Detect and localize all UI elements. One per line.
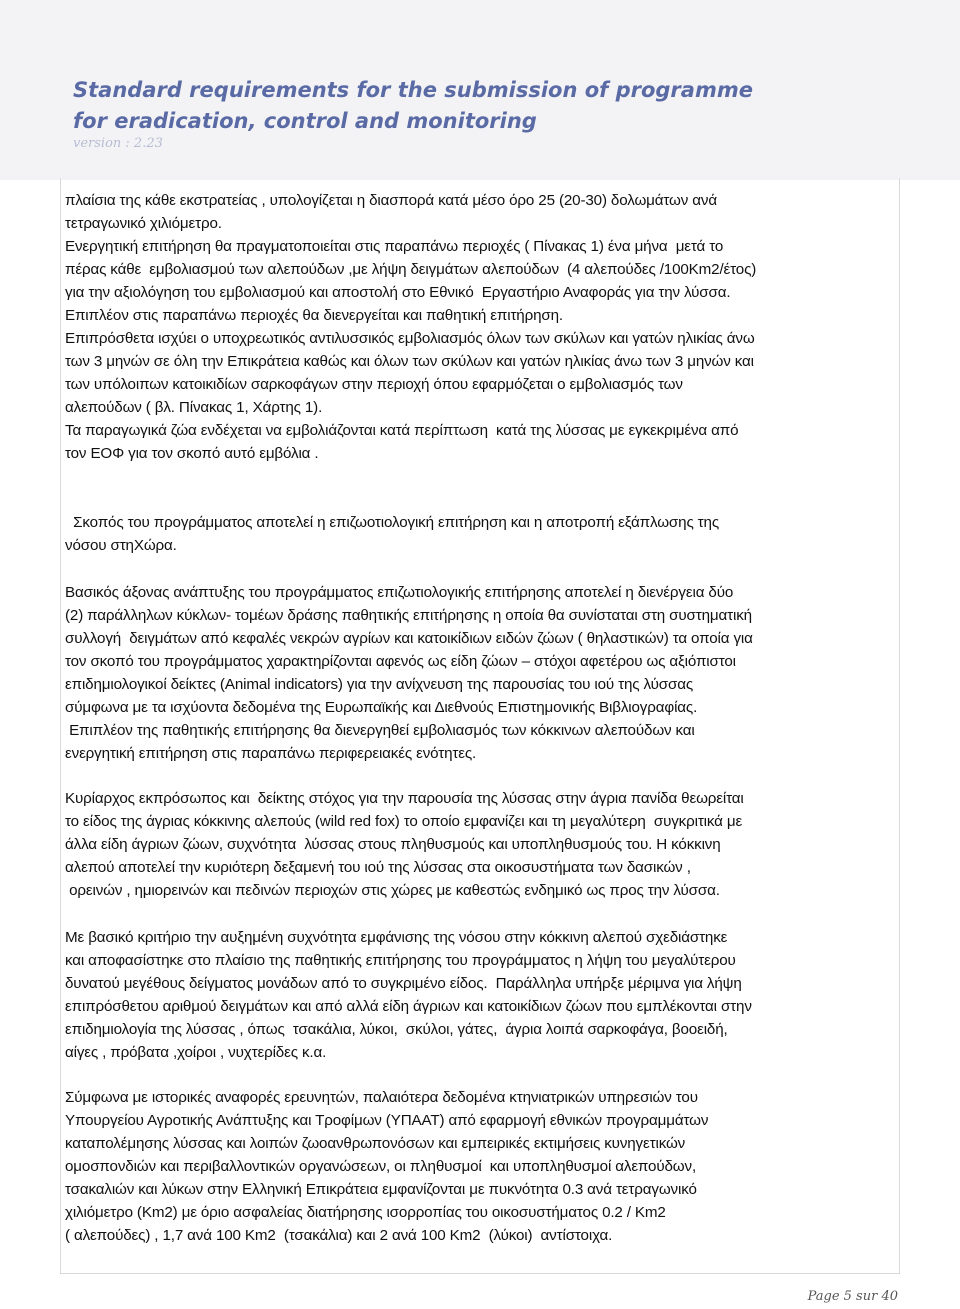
paragraph-block-3 <box>65 581 900 765</box>
paragraph-block-5 <box>65 926 900 1064</box>
text-line: για την αξιολόγηση του εμβολιασμού και αποστολή στο Εθνικό Εργαστήριο Αναφοράς για την λύσσα. <box>65 284 731 301</box>
text-line: αλεπούδων ( βλ. Πίνακας 1, Χάρτης 1). <box>65 399 323 416</box>
paragraph-block-1 <box>65 189 900 465</box>
text-line: το είδος της άγριας κόκκινης αλεπούς (wild red fox) το οποίο εμφανίζει και τη μεγαλύτερη συγκριτικά με <box>65 813 743 830</box>
document-title-line-2: for eradication, control and monitoring <box>73 109 537 133</box>
text-line: και αποφασίστηκε στο πλαίσιο της παθητικής επιτήρησης του προγράμματος η λήψη του μεγαλύτερου <box>65 952 736 969</box>
page-header <box>0 0 960 180</box>
text-line: χιλιόμετρο (Km2) με όριο ασφαλείας διατήρησης ισορροπίας του οικοσυστήματος 0.2 / Km2 <box>65 1204 666 1221</box>
text-line: των υπόλοιπων κατοικιδίων σαρκοφάγων στην περιοχή όπου εφαρμόζεται ο εμβολιασμός των <box>65 376 683 393</box>
text-line: επιπρόσθετου αριθμού δειγμάτων και από αλλά είδη άγριων και κατοικίδιων ζώων που εμπλέκονται στην <box>65 998 752 1015</box>
text-line: τον σκοπό του προγράμματος χαρακτηρίζονται αφενός ως είδη ζώων – στόχοι αφετέρου ως αξιόπιστοι <box>65 653 736 670</box>
text-line: σύμφωνα με τα ισχύοντα δεδομένα της Ευρωπαϊκής και Διεθνούς Επιστημονικής Βιβλιογραφίας. <box>65 699 698 716</box>
text-line: πλαίσια της κάθε εκστρατείας , υπολογίζεται η διασπορά κατά μέσο όρο 25 (20-30) δολωμάτων ανά <box>65 192 717 209</box>
text-line: ενεργητική επιτήρηση στις παραπάνω περιφερειακές ενότητες. <box>65 745 477 762</box>
document-version: version : 2.23 <box>73 136 163 151</box>
text-line: άλλα είδη άγριων ζώων, συχνότητα λύσσας στους πληθυσμούς και υποπληθυσμούς του. Η κόκκινη <box>65 836 721 853</box>
text-line: Τα παραγωγικά ζώα ενδέχεται να εμβολιάζονται κατά περίπτωση κατά της λύσσας με εγκεκριμένα από <box>65 422 739 439</box>
text-line: συλλογή δειγμάτων από κεφαλές νεκρών αγρίων και κατοικίδιων ειδών ζώων ( θηλαστικών) τα οποία για <box>65 630 753 647</box>
text-line: Επιπλέον της παθητικής επιτήρησης θα διενεργηθεί εμβολιασμός των κόκκινων αλεπούδων και <box>65 722 695 739</box>
paragraph-block-4 <box>65 787 900 902</box>
text-line: Βασικός άξονας ανάπτυξης του προγράμματος επιζωτιολογικής επιτήρησης αποτελεί η διενέργεια δύο <box>65 584 734 601</box>
text-line: Ενεργητική επιτήρηση θα πραγματοποιείται στις παραπάνω περιοχές ( Πίνακας 1) ένα μήνα μετά το <box>65 238 724 255</box>
text-line: τετραγωνικό χιλιόμετρο. <box>65 215 222 232</box>
text-line: επιδημιολογία της λύσσας , όπως τσακάλια, λύκοι, σκύλοι, γάτες, άγρια λοιπά σαρκοφάγα, βοοειδή, <box>65 1021 728 1038</box>
paragraph-block-2 <box>65 511 900 557</box>
text-line: τσακαλιών και λύκων στην Ελληνική Επικράτεια εμφανίζονται με πυκνότητα 0.3 ανά τετραγωνικό <box>65 1181 697 1198</box>
text-line: αίγες , πρόβατα ,χοίροι , νυχτερίδες κ.α. <box>65 1044 327 1061</box>
document-title-line-1: Standard requirements for the submission of programme <box>73 78 753 102</box>
text-line: τον ΕΟΦ για τον σκοπό αυτό εμβόλια . <box>65 445 319 462</box>
text-line: ορεινών , ημιορεινών και πεδινών περιοχών στις χώρες με καθεστώς ενδημικό ως προς την λύσσα. <box>65 882 720 899</box>
text-line: Επιπλέον στις παραπάνω περιοχές θα διενεργείται και παθητική επιτήρηση. <box>65 307 563 324</box>
text-line: Κυρίαρχος εκπρόσωπος και δείκτης στόχος για την παρουσία της λύσσας στην άγρια πανίδα θεωρείται <box>65 790 744 807</box>
text-line: καταπολέμησης λύσσας και λοιπών ζωοανθρωπονόσων και εμπειρικές εκτιμήσεις κυνηγετικών <box>65 1135 686 1152</box>
text-line: (2) παράλληλων κύκλων- τομέων δράσης παθητικής επιτήρησης η οποία θα συνίσταται στη συστηματική <box>65 607 752 624</box>
text-line: Επιπρόσθετα ισχύει ο υποχρεωτικός αντιλυσσικός εμβολιασμός όλων των σκύλων και γατών ηλικίας άνω <box>65 330 755 347</box>
text-line: ( αλεπούδες) , 1,7 ανά 100 Km2 (τσακάλια) και 2 ανά 100 Km2 (λύκοι) αντίστοιχα. <box>65 1227 613 1244</box>
text-line: Υπουργείου Αγροτικής Ανάπτυξης και Τροφίμων (ΥΠΑΑΤ) από εφαρμογή εθνικών προγραμμάτων <box>65 1112 709 1129</box>
text-line: αλεπού αποτελεί την κυριότερη δεξαμενή του ιού της λύσσας στα οικοσυστήματα των δασικών , <box>65 859 691 876</box>
text-line: Σκοπός του προγράμματος αποτελεί η επιζωοτιολογική επιτήρηση και η αποτροπή εξάπλωσης της <box>65 514 719 531</box>
text-line: επιδημιολογικοί δείκτες (Animal indicators) για την ανίχνευση της παρουσίας του ιού της λύσσας <box>65 676 694 693</box>
text-line: Σύμφωνα με ιστορικές αναφορές ερευνητών, παλαιότερα δεδομένα κτηνιατρικών υπηρεσιών του <box>65 1089 698 1106</box>
text-line: νόσου στηΧώρα. <box>65 537 177 554</box>
text-line: των 3 μηνών σε όλη την Επικράτεια καθώς και όλων των σκύλων και γατών ηλικίας άνω των 3 μηνών και <box>65 353 754 370</box>
text-line: δυνατού μεγέθους δείγματος μονάδων από το συγκριμένο είδος. Παράλληλα υπήρξε μέριμνα για λήψη <box>65 975 742 992</box>
paragraph-block-6 <box>65 1086 900 1247</box>
page-number: Page 5 sur 40 <box>807 1289 898 1304</box>
text-line: ομοσπονδιών και περιβαλλοντικών οργανώσεων, οι πληθυσμοί και υποπληθυσμοί αλεπούδων, <box>65 1158 697 1175</box>
text-line: πέρας κάθε εμβολιασμού των αλεπούδων ,με λήψη δειγμάτων αλεπούδων (4 αλεπούδες /100Km2/έτος) <box>65 261 757 278</box>
text-line: Με βασικό κριτήριο την αυξημένη συχνότητα εμφάνισης της νόσου στην κόκκινη αλεπού σχεδιάστηκε <box>65 929 728 946</box>
